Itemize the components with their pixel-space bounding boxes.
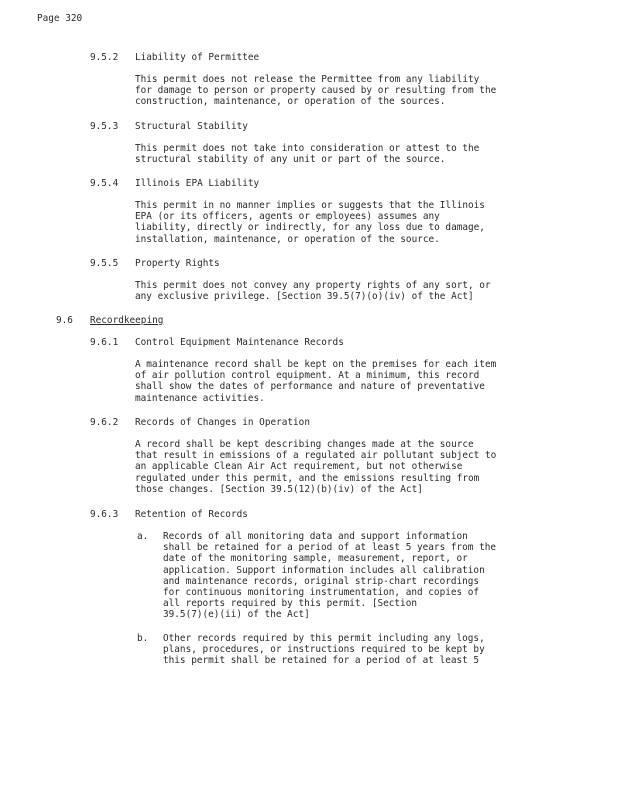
list-item-body	[163, 531, 496, 621]
body-line: 39.5(7)(e)(ii) of the Act]	[163, 609, 310, 621]
body-line: liability, directly or indirectly, for any loss due to damage,	[135, 222, 485, 234]
body-line: construction, maintenance, or operation of the sources.	[135, 96, 446, 108]
body-line: A maintenance record shall be kept on the premises for each item	[135, 359, 497, 370]
body-line: date of the monitoring sample, measurement, report, or	[163, 553, 468, 565]
section-heading: Recordkeeping	[90, 315, 164, 326]
body-line: this permit shall be retained for a period of at least 5	[163, 655, 480, 667]
section-number: 9.6.1	[90, 337, 119, 348]
body-line: shall be retained for a period of at least 5 years from the	[163, 542, 497, 554]
list-item-label: a.	[137, 531, 149, 542]
body-line: This permit in no manner implies or suggests that the Illinois	[135, 200, 485, 211]
section-number: 9.5.2	[90, 52, 119, 63]
body-line: shall show the dates of performance and nature of preventative	[135, 381, 485, 393]
body-line: EPA (or its officers, agents or employees) assumes any	[135, 211, 440, 223]
section-body	[135, 74, 496, 108]
body-line: installation, maintenance, or operation of the source.	[135, 233, 440, 245]
body-line: A record shall be kept describing changes made at the source	[135, 439, 474, 450]
body-line: an applicable Clean Air Act requirement, but not otherwise	[135, 461, 463, 473]
section-heading: Illinois EPA Liability	[135, 178, 260, 189]
body-line: those changes. [Section 39.5(12)(b)(iv) of the Act]	[135, 483, 423, 495]
body-line: This permit does not take into consideration or attest to the	[135, 143, 480, 154]
section-number: 9.6	[56, 315, 73, 326]
body-line: for continuous monitoring instrumentation, and copies of	[163, 587, 480, 599]
body-line: structural stability of any unit or part of the source.	[135, 154, 446, 166]
body-line: of air pollution control equipment. At a minimum, this record	[135, 370, 480, 382]
section-body	[135, 439, 496, 495]
section-heading: Structural Stability	[135, 121, 248, 132]
section-body	[135, 143, 479, 165]
list-item-label: b.	[137, 633, 149, 644]
section-heading: Records of Changes in Operation	[135, 417, 310, 428]
section-heading: Property Rights	[135, 258, 220, 269]
body-line: Records of all monitoring data and support information	[163, 531, 468, 542]
section-number: 9.5.4	[90, 178, 119, 189]
section-number: 9.6.3	[90, 509, 119, 520]
body-line: plans, procedures, or instructions required to be kept by	[163, 644, 485, 656]
body-line: Other records required by this permit including any logs,	[163, 633, 485, 644]
section-heading: Liability of Permittee	[135, 52, 260, 63]
body-line: any exclusive privilege. [Section 39.5(7)(o)(iv) of the Act]	[135, 291, 474, 303]
section-body	[135, 359, 496, 404]
section-body	[135, 200, 485, 245]
page-header: Page 320	[37, 13, 83, 24]
section-number: 9.6.2	[90, 417, 119, 428]
body-line: This permit does not convey any property rights of any sort, or	[135, 280, 491, 291]
section-heading: Retention of Records	[135, 509, 248, 520]
body-line: that result in emissions of a regulated air pollutant subject to	[135, 450, 497, 462]
body-line: all reports required by this permit. [Section	[163, 598, 417, 610]
section-number: 9.5.3	[90, 121, 119, 132]
body-line: for damage to person or property caused by or resulting from the	[135, 85, 497, 97]
body-line: regulated under this permit, and the emissions resulting from	[135, 472, 480, 484]
body-line: maintenance activities.	[135, 392, 265, 404]
section-number: 9.5.5	[90, 258, 119, 269]
section-body	[135, 280, 491, 302]
body-line: This permit does not release the Permittee from any liability	[135, 74, 480, 85]
body-line: and maintenance records, original strip-chart recordings	[163, 575, 480, 587]
body-line: application. Support information includes all calibration	[163, 564, 485, 576]
section-heading: Control Equipment Maintenance Records	[135, 337, 344, 348]
list-item-body	[163, 633, 485, 667]
